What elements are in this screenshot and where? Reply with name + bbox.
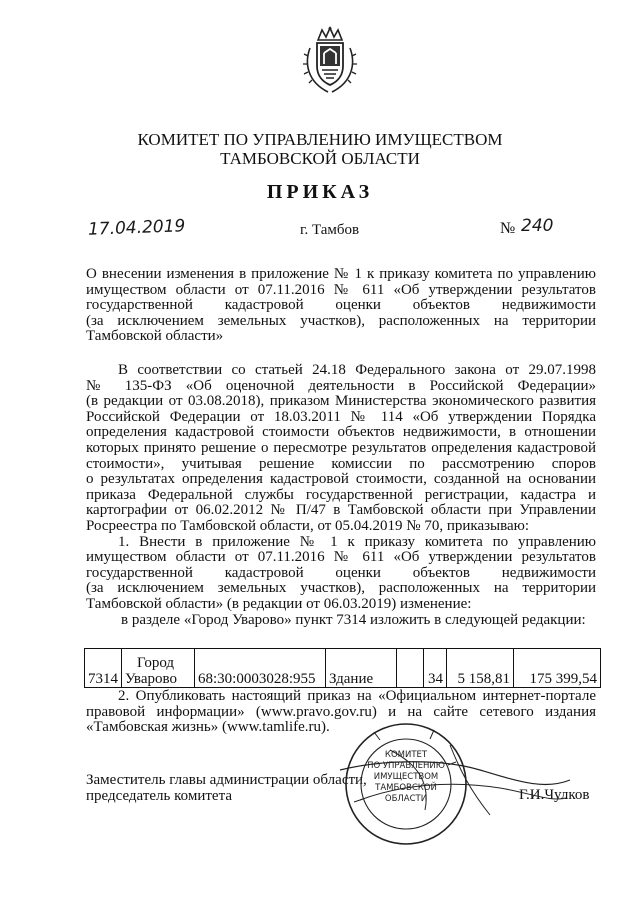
cell-place bbox=[122, 649, 195, 688]
org-name-line2: ТАМБОВСКОЙ ОБЛАСТИ bbox=[220, 149, 420, 168]
subject-line: имуществом области от 07.11.2016 № 611 «Об утверждении результатов bbox=[86, 281, 596, 298]
stamp-line: ПО УПРАВЛЕНИЮ bbox=[367, 761, 445, 771]
city: г. Тамбов bbox=[300, 222, 360, 238]
body-line: В соответствии со статьей 24.18 Федерального закона от 29.07.1998 bbox=[118, 362, 596, 378]
subject-line: государственной кадастровой оценки объектов недвижимости bbox=[86, 297, 596, 313]
document-date: 17.04.2019 bbox=[87, 216, 186, 240]
cell-number: 7314 bbox=[85, 649, 122, 688]
body-line: стоимости», учитывая решение комиссии по рассмотрению споров bbox=[86, 455, 596, 472]
body-line: (в редакции от 03.08.2018), приказом Министерства экономического развития bbox=[86, 393, 596, 410]
document-title: ПРИКАЗ bbox=[266, 181, 374, 203]
body-block bbox=[86, 363, 596, 628]
coat-of-arms-tambov-icon bbox=[300, 26, 360, 96]
body-line: (за исключением земельных участков), расположенных на территории bbox=[86, 580, 596, 597]
point2-line: «Тамбовская жизнь» (www.tamlife.ru). bbox=[86, 719, 330, 736]
stamp-line: КОМИТЕТ bbox=[384, 750, 428, 760]
body-line: определения кадастровой стоимости объектов недвижимости, в отношении bbox=[86, 424, 596, 441]
subject-block bbox=[86, 267, 596, 345]
cadastral-table bbox=[84, 648, 601, 688]
stamp-text bbox=[364, 750, 448, 805]
point2-block bbox=[86, 689, 596, 736]
signatory-position-line2: председатель комитета bbox=[86, 788, 232, 804]
cell-place-line2: Уварово bbox=[125, 671, 177, 687]
cell-type: Здание bbox=[326, 649, 397, 688]
body-line: картографии от 06.02.2012 № П/47 в Тамбовской области при Управлении bbox=[86, 502, 596, 519]
body-line: имуществом области от 07.11.2016 № 611 «Об утверждении результатов bbox=[86, 549, 596, 566]
cell-cadastral: 68:30:0003028:955 bbox=[195, 649, 326, 688]
body-line: о результатах определения кадастровой стоимости, созданной на основании bbox=[86, 471, 596, 488]
point2-line: 2. Опубликовать настоящий приказ на «Официальном интернет-портале bbox=[118, 688, 596, 704]
subject-line: Тамбовской области» bbox=[86, 328, 224, 344]
signatory-name: Г.И.Чулков bbox=[519, 787, 590, 803]
cell-value: 175 399,54 bbox=[514, 649, 601, 688]
stamp-line: ТАМБОВСКОЙ bbox=[375, 783, 437, 793]
stamp-line: ОБЛАСТИ bbox=[384, 794, 428, 804]
official-stamp bbox=[344, 722, 468, 846]
coat-of-arms-emblem bbox=[300, 26, 360, 96]
number-label: № bbox=[500, 220, 516, 237]
body-line: Российской Федерации от 18.03.2011 № 114 «Об утверждении Порядка bbox=[86, 408, 596, 425]
body-line: № 135-ФЗ «Об оценочной деятельности в Российской Федерации» bbox=[86, 377, 596, 394]
cell-area: 5 158,81 bbox=[447, 649, 514, 688]
point2-line: правовой информации» (www.pravo.gov.ru) и на сайте сетевого издания bbox=[86, 703, 596, 720]
body-line: Тамбовской области» (в редакции от 06.03.2019) изменение: bbox=[86, 595, 472, 612]
body-line: Росреестра по Тамбовской области, от 05.04.2019 № 70, приказываю: bbox=[86, 517, 530, 534]
cell-place-line1: Город bbox=[137, 655, 175, 671]
table-row bbox=[85, 649, 601, 688]
body-line: в разделе «Город Уварово» пункт 7314 изложить в следующей редакции: bbox=[121, 611, 586, 628]
org-name-line1: КОМИТЕТ ПО УПРАВЛЕНИЮ ИМУЩЕСТВОМ bbox=[137, 130, 503, 149]
stamp-line: ИМУЩЕСТВОМ bbox=[373, 772, 439, 782]
subject-line: О внесении изменения в приложение № 1 к приказу комитета по управлению bbox=[86, 266, 596, 282]
document-number: 240 bbox=[521, 216, 554, 236]
body-line: приказа Федеральной службы государственной регистрации, кадастра и bbox=[86, 486, 596, 503]
body-line: государственной кадастровой оценки объектов недвижимости bbox=[86, 564, 596, 581]
signatory-position-line1: Заместитель главы администрации области, bbox=[86, 772, 367, 788]
cell-empty bbox=[397, 649, 424, 688]
body-line: 1. Внести в приложение № 1 к приказу комитета по управлению bbox=[118, 533, 596, 550]
cell-floors: 34 bbox=[424, 649, 447, 688]
body-line: которых принято решение о пересмотре результатов определения кадастровой bbox=[86, 439, 596, 456]
subject-line: (за исключением земельных участков), расположенных на территории bbox=[86, 312, 596, 329]
